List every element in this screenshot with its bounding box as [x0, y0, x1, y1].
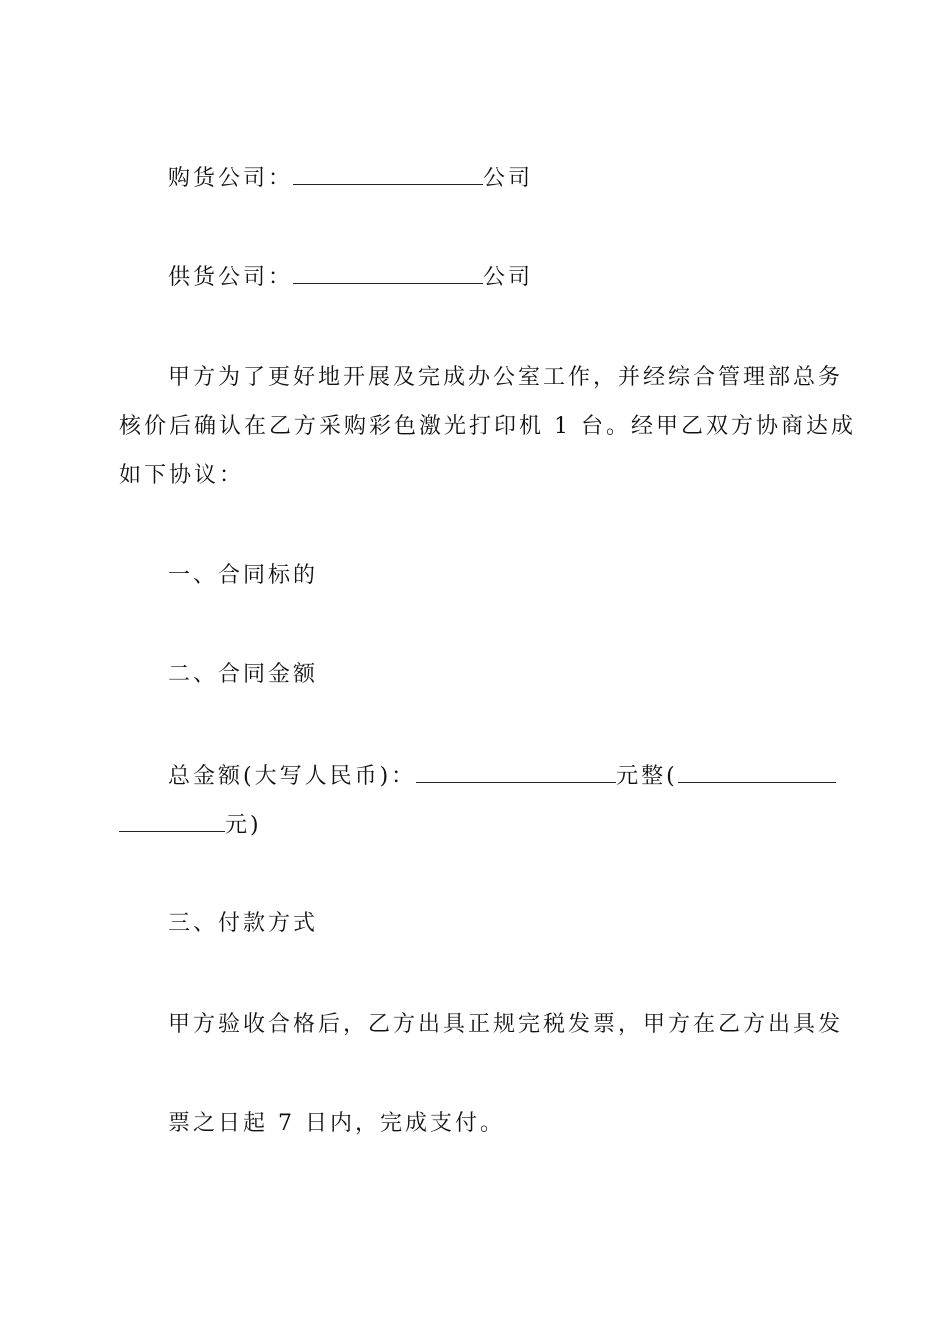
total-end: 元) — [225, 813, 262, 838]
total-amount-line — [168, 764, 836, 789]
supplier-line — [168, 265, 533, 290]
buyer-line — [168, 166, 533, 191]
total-uppercase-blank — [416, 764, 616, 783]
payment-line-1: 甲方验收合格后，乙方出具正规完税发票，甲方在乙方出具发 — [168, 1012, 844, 1037]
buyer-blank — [293, 166, 483, 185]
supplier-blank — [293, 265, 483, 284]
section3-title: 三、付款方式 — [168, 911, 319, 936]
payment-line-2: 票之日起 7 日内，完成支付。 — [168, 1111, 505, 1136]
intro-line-3: 如下协议： — [119, 463, 245, 488]
intro-line-2: 核价后确认在乙方采购彩色激光打印机 1 台。经甲乙双方协商达成 — [119, 414, 856, 439]
intro-line-1: 甲方为了更好地开展及完成办公室工作，并经综合管理部总务 — [168, 365, 844, 390]
total-unit: 元整( — [616, 764, 678, 789]
buyer-suffix: 公司 — [483, 166, 534, 191]
supplier-suffix: 公司 — [483, 265, 534, 290]
buyer-label: 购货公司： — [168, 166, 294, 191]
total-amount-line-2 — [119, 813, 262, 838]
section2-title: 二、合同金额 — [168, 662, 319, 687]
total-label: 总金额(大写人民币)： — [168, 764, 417, 789]
supplier-label: 供货公司： — [168, 265, 294, 290]
total-numeric-blank-1 — [678, 764, 836, 783]
section1-title: 一、合同标的 — [168, 563, 319, 588]
total-numeric-blank-2 — [119, 813, 225, 832]
